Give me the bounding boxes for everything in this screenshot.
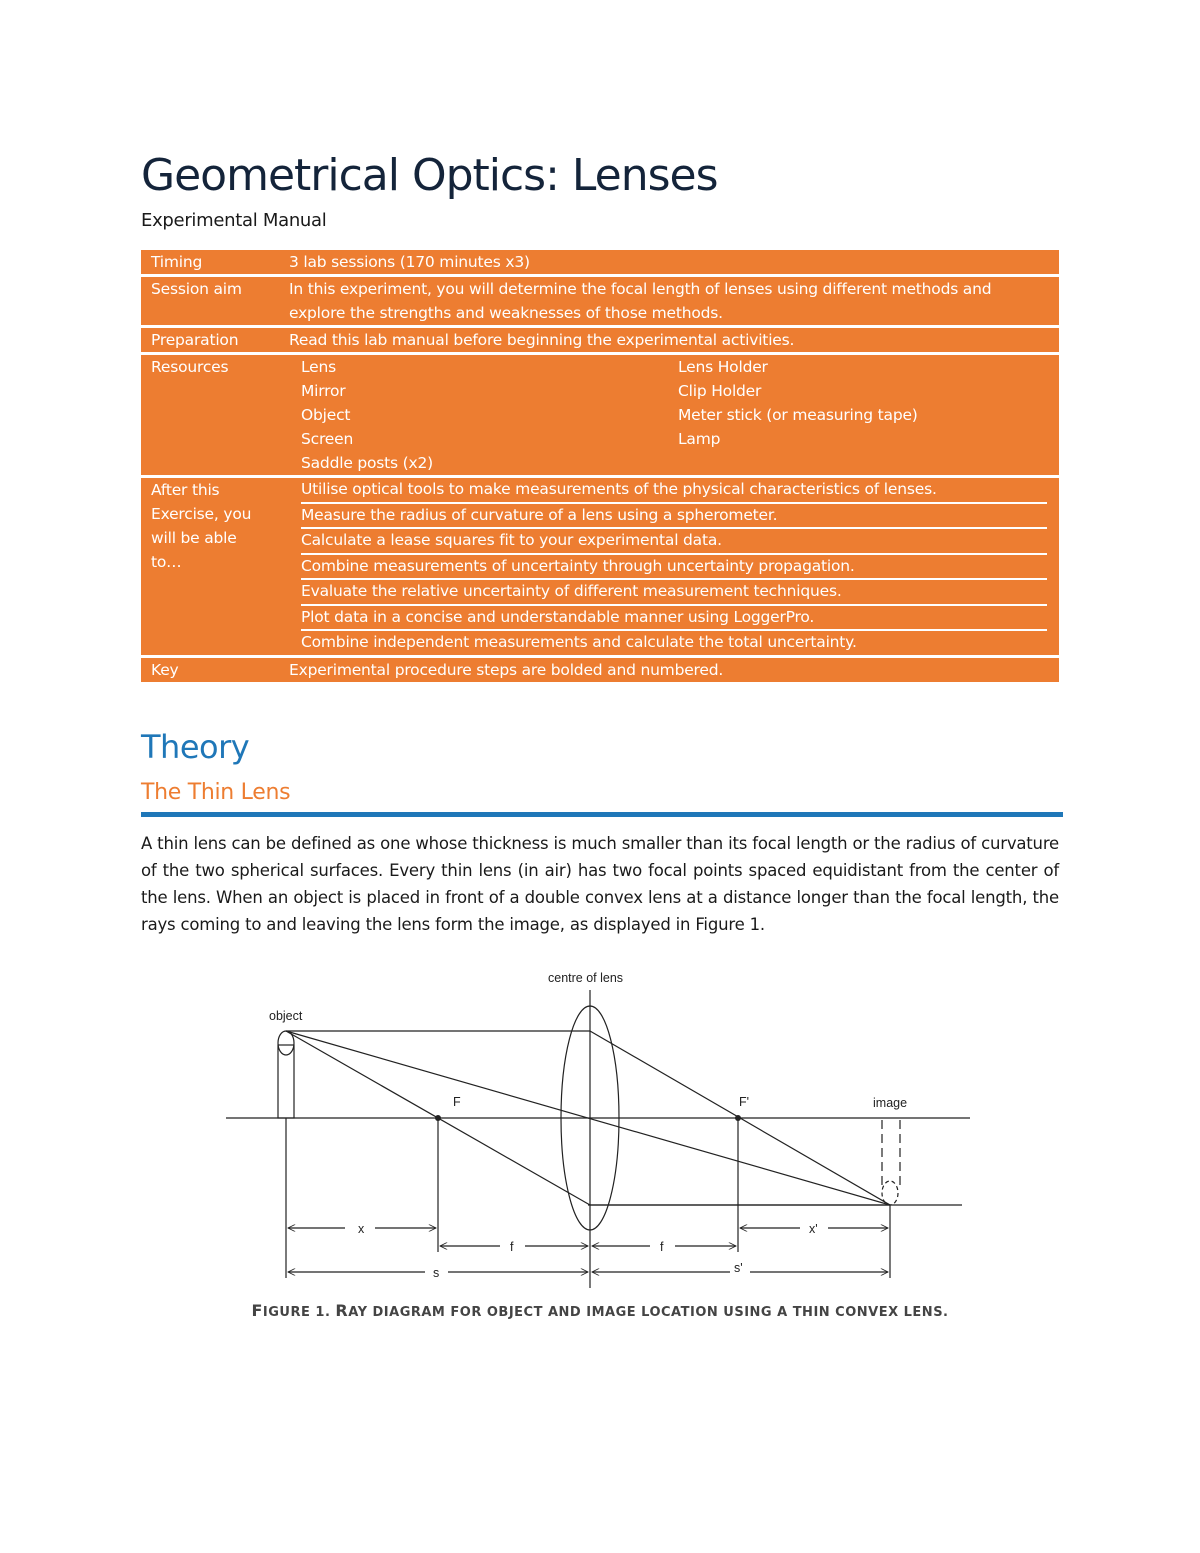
resource-item: Lamp bbox=[678, 430, 721, 448]
label-image: image bbox=[873, 1096, 908, 1110]
focal-point-Fp bbox=[735, 1115, 741, 1121]
outcome-item: Utilise optical tools to make measurements of the physical characteristics of lenses. bbox=[301, 478, 1047, 504]
resource-item: Object bbox=[301, 406, 351, 424]
outcomes-label: After this Exercise, you will be able to… bbox=[141, 478, 279, 655]
timing-label: Timing bbox=[141, 250, 279, 274]
label-s: s bbox=[433, 1266, 440, 1280]
key-value: Experimental procedure steps are bolded and numbered. bbox=[279, 658, 1059, 682]
resource-item: Lens Holder bbox=[678, 358, 768, 376]
caption-text: AY DIAGRAM FOR OBJECT AND IMAGE LOCATION USING A THIN CONVEX LENS. bbox=[348, 1305, 949, 1320]
resource-item: Mirror bbox=[301, 382, 346, 400]
aim-label: Session aim bbox=[141, 277, 279, 325]
outcome-item: Measure the radius of curvature of a lens using a spherometer. bbox=[301, 504, 1047, 530]
page-title: Geometrical Optics: Lenses bbox=[141, 150, 718, 201]
key-label: Key bbox=[141, 658, 279, 682]
focal-point-F bbox=[435, 1115, 441, 1121]
resource-item: Lens bbox=[301, 358, 336, 376]
timing-value: 3 lab sessions (170 minutes x3) bbox=[279, 250, 1059, 274]
label-sp: s' bbox=[734, 1261, 743, 1275]
resource-item: Saddle posts (x2) bbox=[301, 454, 433, 472]
resources-label: Resources bbox=[141, 355, 279, 475]
outcome-item: Calculate a lease squares fit to your experimental data. bbox=[301, 529, 1047, 555]
aim-value: In this experiment, you will determine the focal length of lenses using different methods and explore the strengths and weaknesses of those methods. bbox=[279, 277, 1059, 325]
page-subtitle: Experimental Manual bbox=[141, 210, 327, 231]
caption-initial: F bbox=[251, 1301, 263, 1320]
label-x: x bbox=[358, 1222, 365, 1236]
theory-heading: Theory bbox=[141, 728, 250, 766]
prep-label: Preparation bbox=[141, 328, 279, 352]
resource-item: Screen bbox=[301, 430, 354, 448]
outcome-item: Combine independent measurements and calculate the total uncertainty. bbox=[301, 633, 857, 651]
thin-lens-subheading: The Thin Lens bbox=[141, 780, 291, 805]
object-post bbox=[278, 1045, 294, 1118]
label-xp: x' bbox=[809, 1222, 818, 1236]
label-centre-of-lens: centre of lens bbox=[548, 971, 624, 985]
label-object: object bbox=[269, 1009, 303, 1023]
label-Fp: F' bbox=[739, 1095, 750, 1109]
outcome-item: Combine measurements of uncertainty through uncertainty propagation. bbox=[301, 555, 1047, 581]
label-f2: f bbox=[660, 1240, 664, 1254]
caption-text: IGURE 1. bbox=[262, 1305, 336, 1320]
outcome-item: Plot data in a concise and understandable manner using LoggerPro. bbox=[301, 606, 1047, 632]
caption-initial: R bbox=[335, 1301, 349, 1320]
resource-item: Meter stick (or measuring tape) bbox=[678, 406, 918, 424]
resource-item: Clip Holder bbox=[678, 382, 762, 400]
outcome-item: Evaluate the relative uncertainty of different measurement techniques. bbox=[301, 580, 1047, 606]
prep-value: Read this lab manual before beginning the experimental activities. bbox=[279, 328, 1059, 352]
label-F: F bbox=[453, 1095, 461, 1109]
label-f1: f bbox=[510, 1240, 514, 1254]
theory-paragraph: A thin lens can be defined as one whose thickness is much smaller than its focal length or the radius of curvature of the two spherical surfaces. Every thin lens (in air) has two focal points spaced equidistant from the center of the lens. When an object is placed in front of a double convex lens at a distance longer than the focal length, the rays coming to and leaving the lens form the image, as displayed in Figure 1. bbox=[141, 834, 1059, 934]
